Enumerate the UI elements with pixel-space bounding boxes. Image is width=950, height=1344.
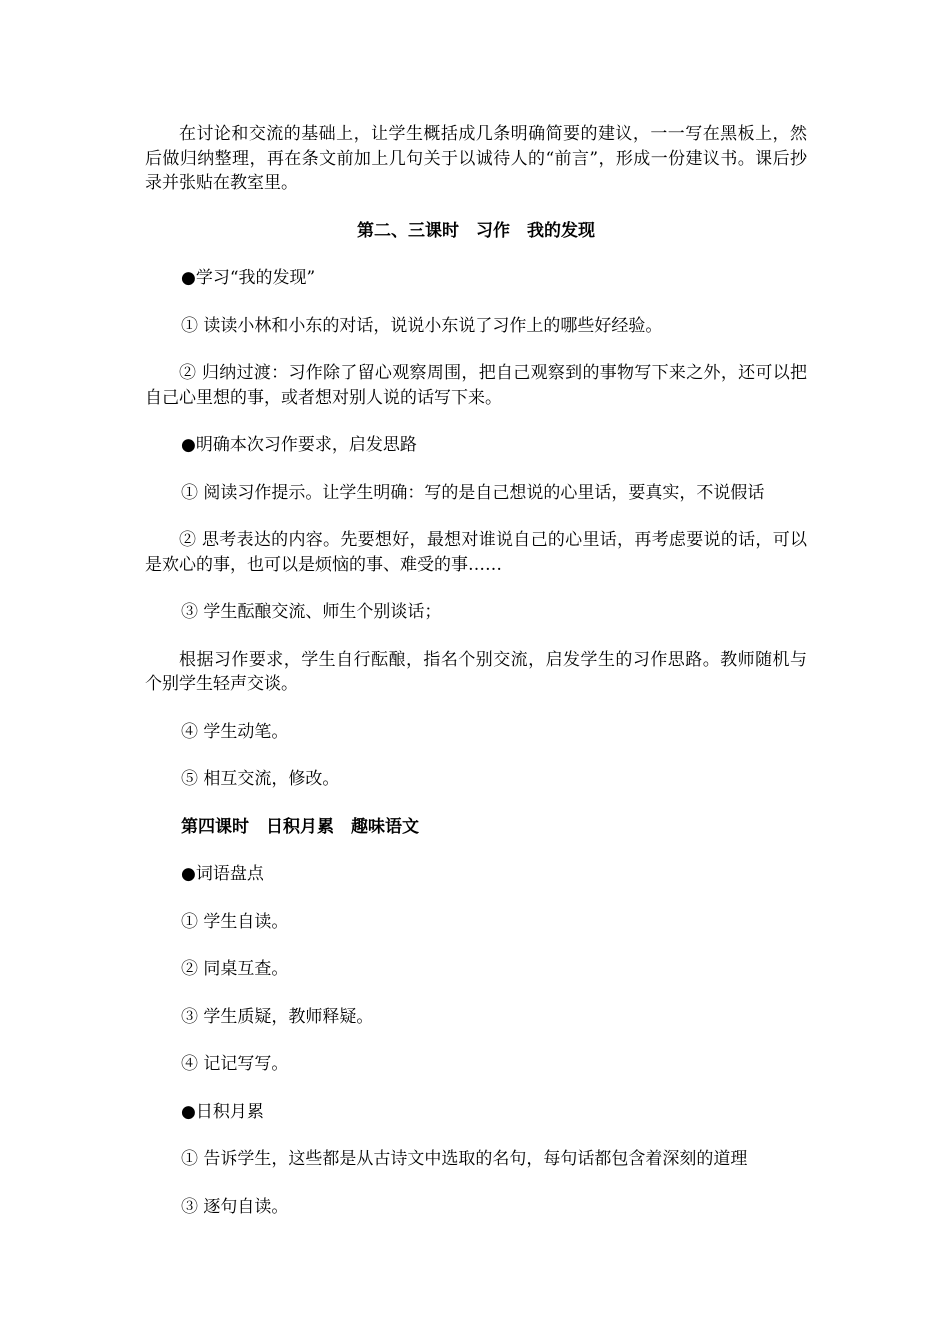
document-page	[145, 122, 807, 1219]
list-item-students-discuss: ③ 学生酝酿交流、师生个别谈话；	[181, 602, 442, 622]
bullet-clarify-requirements: ●明确本次习作要求，启发思路	[181, 435, 417, 455]
list-item-tell-students: ① 告诉学生，这些都是从古诗文中选取的名句，每句话都包含着深刻的道理	[181, 1149, 748, 1169]
list-item-summarize-transition: ② 归纳过渡：习作除了留心观察周围，把自己观察到的事物写下来之外，还可以把自己心里想的事，或者想对别人说的话写下来。	[145, 363, 807, 408]
list-item-students-write: ④ 学生动笔。	[181, 721, 289, 742]
list-item-read-dialogue: ① 读读小林和小东的对话，说说小东说了习作上的哪些好经验。	[181, 315, 663, 336]
paragraph-suggestion-book: 在讨论和交流的基础上，让学生概括成几条明确简要的建议，一一写在黑板上，然后做归纳整理，再在条文前加上几句关于以诚待人的“前言”，形成一份建议书。课后抄录并张贴在教室里。	[145, 124, 807, 193]
list-item-self-read: ① 学生自读。	[181, 911, 289, 932]
section-heading-lesson-2-3: 第二、三课时 习作 我的发现	[357, 220, 595, 241]
bullet-learn-my-discovery: ●学习“我的发现”	[181, 268, 316, 288]
list-item-question-answer: ③ 学生质疑，教师释疑。	[181, 1006, 374, 1027]
list-item-read-prompt: ① 阅读习作提示。让学生明确：写的是自己想说的心里话，要真实，不说假话	[181, 482, 765, 503]
list-item-think-content: ② 思考表达的内容。先要想好，最想对谁说自己的心里话，再考虑要说的话，可以是欢心的事，也可以是烦恼的事、难受的事……	[145, 530, 807, 575]
list-item-peer-check: ② 同桌互查。	[181, 959, 289, 979]
bullet-daily-accumulation: ●日积月累	[181, 1101, 264, 1122]
list-item-read-each-sentence: ③ 逐句自读。	[181, 1196, 289, 1217]
list-item-memorize-write: ④ 记记写写。	[181, 1054, 289, 1074]
list-item-exchange-revise: ⑤ 相互交流，修改。	[181, 769, 340, 789]
section-heading-lesson-4: 第四课时 日积月累 趣味语文	[181, 816, 419, 837]
paragraph-per-requirements: 根据习作要求，学生自行酝酿，指名个别交流，启发学生的习作思路。教师随机与个别学生轻声交谈。	[145, 649, 807, 694]
bullet-word-review: ●词语盘点	[181, 864, 264, 884]
